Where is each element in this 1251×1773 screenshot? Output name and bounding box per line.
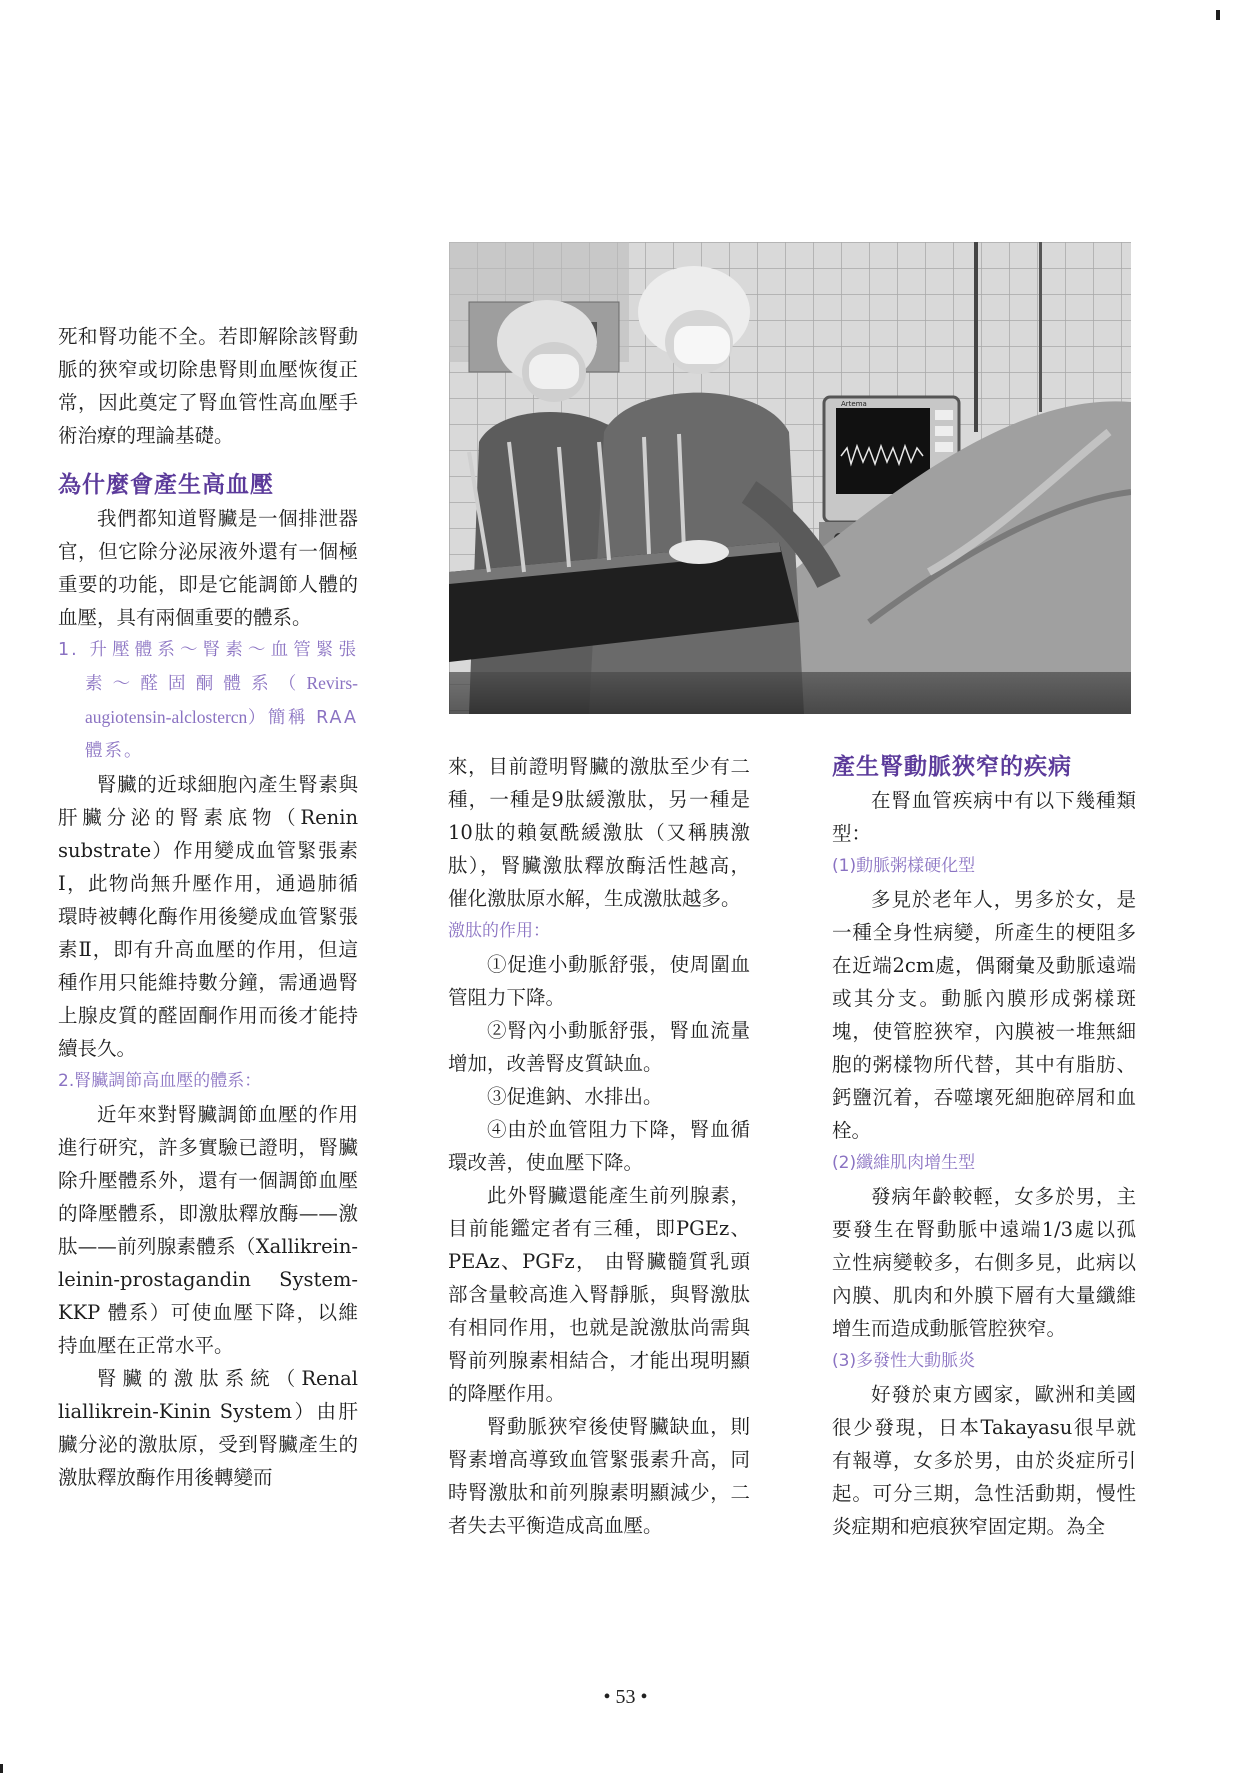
col3-paragraph-4: 好發於東方國家，歐洲和美國很少發現，日本Takayasu很早就有報導，女多於男，由於炎症所引起。可分三期，急性活動期，慢性炎症期和疤痕狹窄固定期。為全 [832,1383,1136,1538]
col1-intro-paragraph: 死和腎功能不全。若即解除該腎動脈的狹窄或切除患腎則血壓恢復正常，因此奠定了腎血管性高血壓手術治療的理論基礎。 [58,325,358,447]
section-heading-renal-stenosis: 產生腎動脈狹窄的疾病 [832,754,1072,780]
col1-paragraph-2: 腎臟的近球細胞內產生腎素與肝臟分泌的腎素底物（Renin substrate）作用變成血管緊張素Ⅰ，此物尚無升壓作用，通過肺循環時被轉化酶作用後變成血管緊張素Ⅱ，即有升高血壓的作用，但這種作用只能維持數分鐘，需通過腎上腺皮質的醛固酮作用而後才能持續長久。 [58,773,358,1060]
corner-mark-bottom [0,1764,3,1773]
effect-item-2: ②腎內小動脈舒張，腎血流量增加，改善腎皮質缺血。 [448,1019,750,1075]
column-3 [832,750,1136,1543]
page-number: • 53 • [603,1686,648,1708]
col3-paragraph-3: 發病年齡較輕，女多於男，主要發生在腎動脈中遠端1/3處以孤立性病變較多，右側多見，此病以內膜、肌肉和外膜下層有大量纖維增生而造成動脈管腔狹窄。 [832,1185,1136,1340]
col2-paragraph-2: 此外腎臟還能產生前列腺素，目前能鑑定者有三種，即PGEz、PEAz、PGFz， 由腎臟髓質乳頭部含量較高進入腎靜脈，與腎激肽有相同作用，也就是說激肽尚需與腎前列腺素相結合，才能出現明顯的降壓作用。 [448,1184,750,1405]
column-2 [448,750,750,1542]
type-2-subheading: (2)纖維肌肉增生型 [832,1153,976,1173]
col1-paragraph-1: 我們都知道腎臟是一個排泄器官，但它除分泌尿液外還有一個極重要的功能，即是它能調節人體的血壓，具有兩個重要的體系。 [58,507,358,629]
col1-paragraph-3: 近年來對腎臟調節血壓的作用進行研究，許多實驗已證明，腎臟除升壓體系外，還有一個調節血壓的降壓體系，即激肽釋放酶——激肽——前列腺素體系（Xallikrein-leinin-prostagandin System-KKP 體系）可使血壓下降，以維持血壓在正常水平。 [58,1103,358,1357]
list-item-1-number: 1. [58,640,79,660]
column-1 [58,320,358,1494]
effect-item-4: ④由於血管阻力下降，腎血循環改善，使血壓下降。 [448,1118,750,1174]
type-3-subheading: (3)多發性大動脈炎 [832,1351,976,1371]
kinin-effects-subheading: 激肽的作用： [448,921,550,941]
col3-paragraph-1: 在腎血管疾病中有以下幾種類型： [832,789,1136,845]
col1-paragraph-4: 腎臟的激肽系統（Renal liallikrein-Kinin System）由肝臟分泌的激肽原，受到腎臟產生的激肽釋放酶作用後轉變而 [58,1367,358,1489]
list-item-1-tail: ）簡稱 RAA體系。 [85,708,358,761]
effect-item-3: ③促進鈉、水排出。 [487,1085,663,1108]
list-item-1-text: 升壓體系〜腎素〜血管緊張素〜醛固酮體系（ [85,640,358,694]
surgery-photo [449,242,1131,714]
col2-paragraph-1: 來，目前證明腎臟的激肽至少有二種，一種是9肽緩激肽，另一種是10肽的賴氨酰緩激肽（又稱胰激肽），腎臟激肽釋放酶活性越高，催化激肽原水解，生成激肽越多。 [448,755,750,910]
list-item-1 [58,634,358,768]
effect-item-1: ①促進小動脈舒張，使周圍血管阻力下降。 [448,953,750,1009]
corner-mark-top [1216,10,1220,20]
col2-paragraph-3: 腎動脈狹窄後使腎臟缺血，則腎素增高導致血管緊張素升高，同時腎激肽和前列腺素明顯減少，二者失去平衡造成高血壓。 [448,1415,750,1537]
monitor-brand-text: Artema [841,400,867,408]
list-item-1-latin: Revirs-augiotensin-alclostercn [85,673,358,727]
col3-paragraph-2: 多見於老年人，男多於女，是一種全身性病變，所產生的梗阻多在近端2cm處，偶爾彙及動脈遠端或其分支。動脈內膜形成粥樣斑塊，使管腔狹窄，內膜被一堆無細胞的粥樣物所代替，其中有脂肪、鈣鹽沉着，吞噬壞死細胞碎屑和血栓。 [832,888,1136,1142]
list-item-2: 2.腎臟調節高血壓的體系： [58,1071,262,1091]
section-heading-why-hypertension: 為什麼會產生高血壓 [58,472,274,498]
type-1-subheading: (1)動脈粥樣硬化型 [832,856,976,876]
